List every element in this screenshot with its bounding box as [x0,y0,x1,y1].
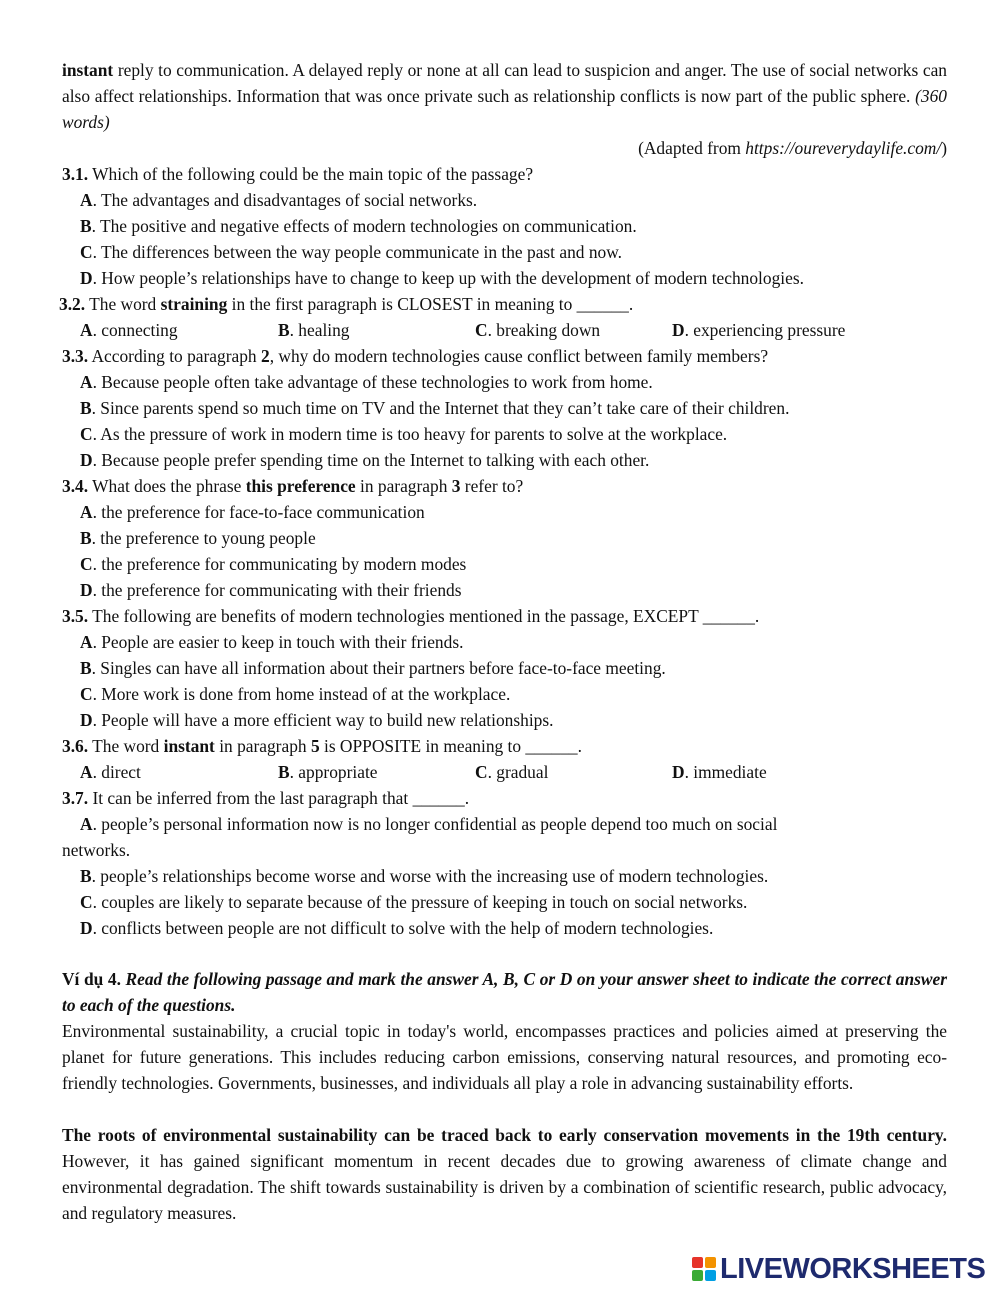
option-3-1-a[interactable]: A. The advantages and disadvantages of social networks. [80,190,478,210]
option-3-4-a[interactable]: A. the preference for face-to-face communication [80,502,425,522]
example-4-paragraph-1: Environmental sustainability, a crucial topic in today's world, encompasses practices and policies aimed at preserving the planet for future generations. This includes reducing carbon emissions, conserving natural resources, and promoting eco-friendly technologies. Governments, businesses, and individuals all play a role in advancing sustainability efforts. [62,1021,947,1093]
option-3-4-c[interactable]: C. the preference for communicating by modern modes [80,554,467,574]
option-3-3-c[interactable]: C. As the pressure of work in modern time is too heavy for parents to solve at the workplace. [80,424,728,444]
option-3-5-c[interactable]: C. More work is done from home instead of at the workplace. [80,684,511,704]
example-4-paragraph-2: The roots of environmental sustainability can be traced back to early conservation movements in the 19th century. However, it has gained significant momentum in recent decades due to growing awareness of climate change and environmental degradation. The shift towards sustainability is driven by a combination of scientific research, public advocacy, and regulatory measures. [62,1125,947,1223]
option-3-5-b[interactable]: B. Singles can have all information about their partners before face-to-face meeting. [80,658,666,678]
option-3-2-d[interactable]: D. experiencing pressure [672,320,846,340]
option-3-7-d[interactable]: D. conflicts between people are not difficult to solve with the help of modern technologies. [80,918,714,938]
option-3-4-d[interactable]: D. the preference for communicating with their friends [80,580,462,600]
passage-ending [62,57,947,135]
source-citation: (Adapted from https://oureverydaylife.com/) [638,138,947,158]
option-3-7-c[interactable]: C. couples are likely to separate because of the pressure of keeping in touch on social networks. [80,892,748,912]
bold-word-instant: instant [62,60,114,80]
example-4-instruction: Ví dụ 4. Read the following passage and mark the answer A, B, C or D on your answer sheet to indicate the correct answer to each of the questions. [62,969,947,1015]
liveworksheets-logo [692,1252,985,1286]
example-label: Ví dụ 4. [62,969,121,989]
liveworksheets-mark-icon [692,1257,716,1281]
word-count: (360 words) [62,86,947,132]
option-3-5-a[interactable]: A. People are easier to keep in touch with their friends. [80,632,464,652]
passage-text: reply to communication. A delayed reply or none at all can lead to suspicion and anger. The use of social networks can also affect relationships. Information that was once private such as relationship conflicts is now part of the public sphere. [62,60,947,106]
option-3-6-b[interactable]: B. appropriate [278,762,378,782]
question-3-5: 3.5. The following are benefits of modern technologies mentioned in the passage, EXCEPT ______. [62,606,760,626]
question-3-3: 3.3. According to paragraph 2, why do modern technologies cause conflict between family members? [62,346,769,366]
logo-text: LIVEWORKSHEETS [720,1252,986,1285]
option-3-6-d[interactable]: D. immediate [672,762,767,782]
option-3-6-a[interactable]: A. direct [80,762,141,782]
option-3-7-a[interactable]: A. people’s personal information now is no longer confidential as people depend too much on social [80,814,778,834]
option-3-7-b[interactable]: B. people’s relationships become worse and worse with the increasing use of modern technologies. [80,866,769,886]
question-3-6: 3.6. The word instant in paragraph 5 is OPPOSITE in meaning to ______. [62,736,582,756]
option-3-4-b[interactable]: B. the preference to young people [80,528,316,548]
option-3-7-a-continued[interactable]: networks. [62,840,131,860]
option-3-2-b[interactable]: B. healing [278,320,350,340]
option-3-3-d[interactable]: D. Because people prefer spending time on the Internet to talking with each other. [80,450,650,470]
option-3-1-d[interactable]: D. How people’s relationships have to change to keep up with the development of modern technologies. [80,268,804,288]
question-3-4: 3.4. What does the phrase this preference in paragraph 3 refer to? [62,476,524,496]
source-url: https://oureverydaylife.com/ [745,138,942,158]
option-3-5-d[interactable]: D. People will have a more efficient way to build new relationships. [80,710,554,730]
question-3-7: 3.7. It can be inferred from the last paragraph that ______. [62,788,470,808]
option-3-3-b[interactable]: B. Since parents spend so much time on TV and the Internet that they can’t take care of their children. [80,398,790,418]
question-3-2: 3.2. The word straining in the first paragraph is CLOSEST in meaning to ______. [59,294,634,314]
option-3-6-c[interactable]: C. gradual [475,762,549,782]
option-3-2-c[interactable]: C. breaking down [475,320,601,340]
option-3-1-b[interactable]: B. The positive and negative effects of modern technologies on communication. [80,216,637,236]
option-3-1-c[interactable]: C. The differences between the way people communicate in the past and now. [80,242,622,262]
question-3-1: 3.1. Which of the following could be the main topic of the passage? [62,164,534,184]
option-3-3-a[interactable]: A. Because people often take advantage of these technologies to work from home. [80,372,653,392]
option-3-2-a[interactable]: A. connecting [80,320,178,340]
